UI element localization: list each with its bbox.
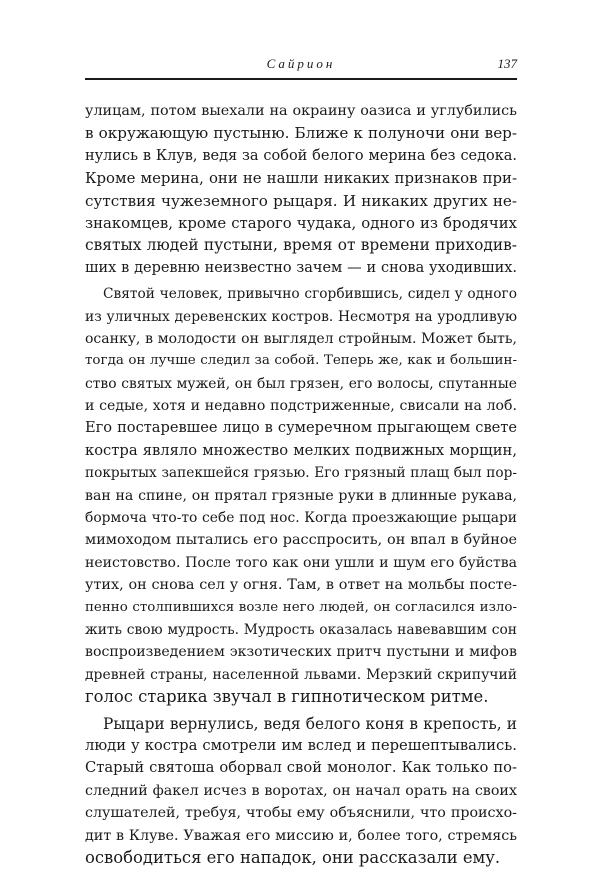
text-line: костра являло множество мелких подвижных морщин,	[85, 441, 517, 459]
text-line: Старый святоша оборвал свой монолог. Как только по-	[85, 759, 517, 777]
text-line: следний факел исчез в воротах, он начал орать на своих	[85, 782, 517, 799]
text-line: голос старика звучал в гипнотическом ритме.	[85, 687, 489, 707]
text-line: сутствия чужеземного рыцаря. И никаких других не-	[85, 191, 517, 210]
text-line: покрытых запекшейся грязью. Его грязный плащ был пор-	[85, 465, 517, 482]
text-line: в окружающую пустыню. Ближе к полуночи они вер-	[85, 124, 517, 143]
body-text	[85, 100, 517, 873]
paragraph	[85, 100, 517, 279]
text-line: воспроизведением экзотических притч пустыни и мифов	[85, 644, 517, 661]
running-title: Сайрион	[266, 56, 336, 71]
text-line: утих, он снова сел у огня. Там, в ответ на мольбы посте-	[85, 577, 517, 594]
text-line: Его постаревшее лицо в сумеречном прыгающем свете	[85, 419, 517, 437]
text-line: ван на спине, он прятал грязные руки в длинные рукава,	[85, 487, 517, 504]
text-line: мимоходом пытались его расспросить, он впал в буйное	[85, 532, 517, 549]
text-line: знакомцев, кроме старого чудака, одного из бродячих	[85, 213, 517, 232]
text-line: осанку, в молодости он выглядел стройным. Может быть,	[85, 330, 517, 347]
page-header	[85, 56, 517, 80]
text-line: и седые, хотя и недавно подстриженные, свисали на лоб.	[85, 398, 517, 415]
text-line: ших в деревню неизвестно зачем — и снова уходивших.	[85, 259, 517, 276]
text-line: слушателей, требуя, чтобы ему объяснили, что происхо-	[85, 805, 517, 822]
text-line: нулись в Клув, ведя за собой белого мерина без седока.	[85, 147, 517, 164]
text-line: неистовство. После того как они ушли и шум его буйства	[85, 554, 517, 571]
text-line: Святой человек, привычно сгорбившись, сидел у одного	[103, 286, 517, 303]
text-line: из уличных деревенских костров. Несмотря на уродливую	[85, 308, 517, 325]
text-line: Рыцари вернулись, ведя белого коня в крепость, и	[103, 714, 517, 733]
text-line: улицам, потом выехали на окраину оазиса и углубились	[85, 103, 517, 119]
text-line: люди у костра смотрели им вслед и перешептывались.	[85, 736, 517, 754]
text-line: пенно столпившихся возле него людей, он согласился изло-	[85, 599, 517, 615]
text-line: дит в Клуве. Уважая его миссию и, более того, стремясь	[85, 827, 517, 844]
text-line: Кроме мерина, они не нашли никаких признаков при-	[85, 169, 517, 188]
text-line: ство святых мужей, он был грязен, его волосы, спутанные	[85, 375, 517, 392]
text-line: бормоча что-то себе под нос. Когда проезжающие рыцари	[85, 510, 517, 527]
text-line: освободиться его нападок, они рассказали ему.	[85, 847, 501, 867]
text-line: тогда он лучше следил за собой. Теперь же, как и большин-	[85, 353, 517, 369]
page-number: 137	[497, 56, 517, 71]
paragraph	[85, 283, 517, 708]
text-line: жить свою мудрость. Мудрость оказалась навевавшим сон	[85, 621, 517, 638]
paragraph	[85, 713, 517, 870]
text-line: святых людей пустыни, время от времени приходив-	[85, 236, 517, 255]
text-line: древней страны, населенной львами. Мерзкий скрипучий	[85, 666, 517, 683]
